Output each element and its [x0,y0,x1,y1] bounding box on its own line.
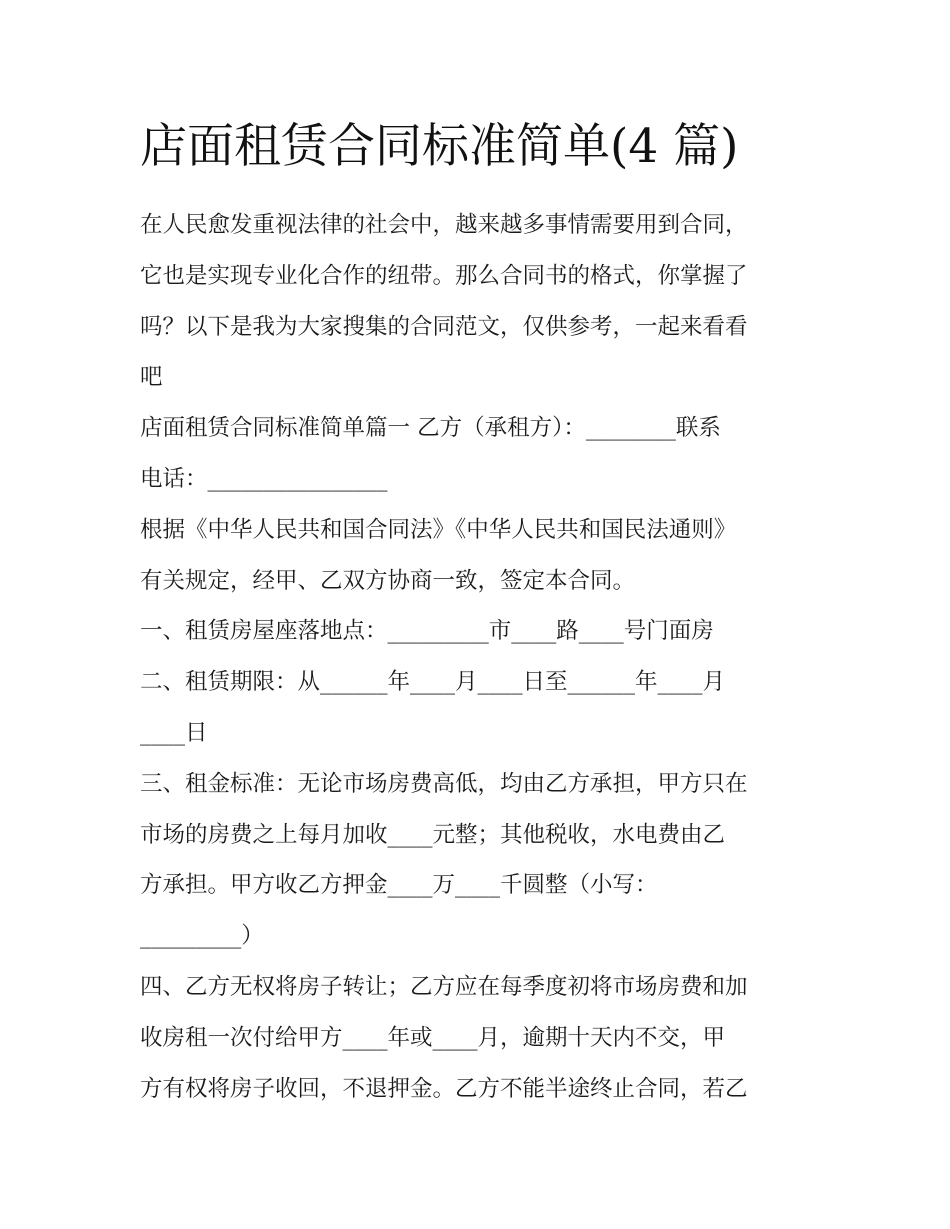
text-line: 一、租赁房屋座落地点：_________市____路____号门面房 [140,618,714,645]
clause-transfer-payment [140,962,830,1114]
intro-paragraph [140,200,830,403]
text-line: 市场的房费之上每月加收____元整；其他税收，水电费由乙 [140,821,726,848]
section-one-header-paragraph [140,403,830,505]
text-line: 方有权将房子收回，不退押金。乙方不能半途终止合同，若乙 [140,1075,748,1102]
text-line: 三、租金标准：无论市场房费高低，均由乙方承担，甲方只在 [140,770,748,797]
clause-term [140,657,830,759]
text-line: 在人民愈发重视法律的社会中，越来越多事情需要用到合同， [140,212,748,238]
document-title: 店面租赁合同标准简单(4 篇) [140,119,739,174]
text-line: 二、租赁期限：从______年____月____日至______年____月 [140,669,726,696]
text-line: 吗？以下是我为大家搜集的合同范文，仅供参考，一起来看看 [140,313,748,340]
text-line: 店面租赁合同标准简单篇一 乙方（承租方）：________联系 [140,415,721,442]
text-line: _________） [140,923,264,950]
text-line: 方承担。甲方收乙方押金____万____千圆整（小写： [140,872,658,899]
legal-basis-paragraph [140,505,830,607]
text-line: 吧 [140,364,163,391]
text-line: 根据《中华人民共和国合同法》《中华人民共和国民法通则》 [140,516,737,543]
text-line: ____日 [140,719,208,746]
document-body [140,200,830,1114]
text-line: 有关规定，经甲、乙双方协商一致，签定本合同。 [140,567,636,594]
clause-rent-standard [140,759,830,962]
clause-location [140,606,830,657]
text-line: 它也是实现专业化合作的纽带。那么合同书的格式，你掌握了 [140,262,748,289]
text-line: 电话：________________ [140,465,388,492]
text-line: 四、乙方无权将房子转让；乙方应在每季度初将市场房费和加 [140,973,748,1000]
text-line: 收房租一次付给甲方____年或____月，逾期十天内不交，甲 [140,1024,726,1051]
